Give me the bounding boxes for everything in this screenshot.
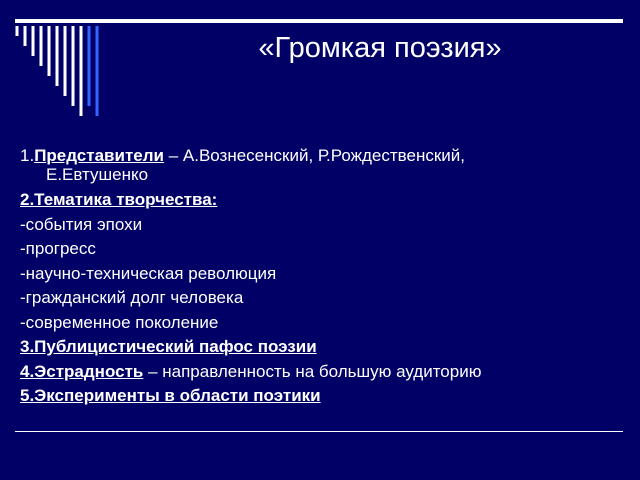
item-term: 4.Эстрадность: [20, 361, 144, 381]
slide-title: «Громкая поэзия»: [258, 32, 502, 64]
top-rule: [15, 19, 623, 23]
item-number: 1.: [20, 146, 35, 165]
theme-item: -гражданский долг человека: [20, 288, 244, 307]
bottom-rule: [15, 431, 623, 432]
theme-item: -научно-техническая революция: [20, 263, 277, 283]
item-estrada: [20, 360, 624, 385]
item-themes-heading: [20, 188, 624, 213]
theme-item: -современное поколение: [20, 312, 219, 332]
item-term: 5.Эксперименты в области поэтики: [20, 386, 321, 405]
item-text-continued: Е.Евтушенко: [46, 165, 149, 184]
item-term: 2.Тематика творчества:: [20, 190, 218, 209]
item-term: 3.Публицистический пафос поэзии: [20, 337, 317, 356]
item-text: – направленность на большую аудиторию: [143, 361, 482, 381]
item-experiments: [20, 384, 624, 409]
theme-item: -события эпохи: [20, 214, 143, 234]
theme-item: -прогресс: [20, 239, 96, 258]
slide-content: [20, 146, 624, 409]
decorative-stripes: [15, 26, 115, 126]
item-text: – А.Вознесенский, Р.Рождественский,: [163, 146, 465, 165]
item-representatives: [20, 146, 624, 184]
item-pathos: [20, 335, 624, 360]
item-term: Представители: [34, 146, 164, 165]
stripe-group: [17, 26, 97, 116]
